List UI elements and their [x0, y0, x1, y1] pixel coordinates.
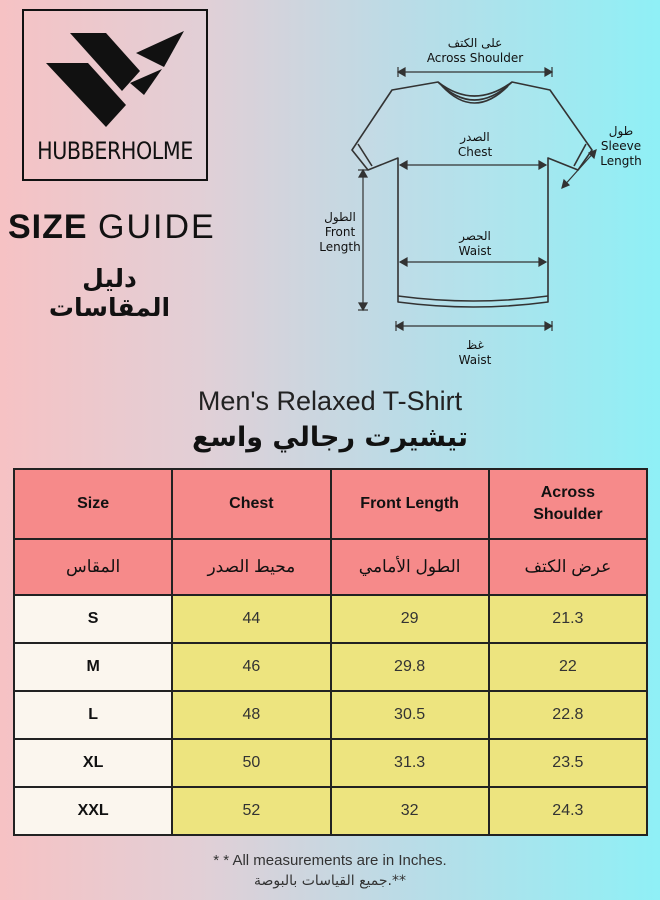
- front-length-cell: 30.5: [331, 691, 489, 739]
- sleeve-label-ar: طول: [608, 124, 634, 138]
- across-shoulder-cell: 24.3: [489, 787, 647, 835]
- size-guide-title: [8, 208, 216, 247]
- header-size-ar: المقاس: [14, 539, 172, 595]
- product-title-ar: تيشيرت رجالي واسع: [191, 422, 468, 453]
- bottom-waist-label-en: Waist: [458, 353, 492, 367]
- size-guide-title-ar: دليل المقاسات: [48, 264, 171, 322]
- waist-label-ar: الحصر: [459, 229, 491, 243]
- shoulder-label-ar: على الكتف: [447, 36, 503, 50]
- front-length-cell: 32: [331, 787, 489, 835]
- table-row: [14, 787, 647, 835]
- header-chest-ar: محيط الصدر: [172, 539, 330, 595]
- size-cell: XL: [14, 739, 172, 787]
- chest-cell: 46: [172, 643, 330, 691]
- front-length-cell: 29.8: [331, 643, 489, 691]
- table-row: [14, 643, 647, 691]
- chest-cell: 44: [172, 595, 330, 643]
- shoulder-label: [420, 36, 530, 66]
- front-length-label-en2: Length: [319, 240, 361, 254]
- chest-label-en: Chest: [457, 145, 493, 159]
- footnote-ar: جميع القياسات بالبوصة.**: [254, 873, 406, 889]
- brand-logo: [22, 9, 208, 181]
- table-header-row: [14, 469, 647, 539]
- table-header-row-ar: [14, 539, 647, 595]
- sleeve-label-en1: Sleeve: [600, 139, 642, 153]
- front-length-cell: 29: [331, 595, 489, 643]
- size-guide-light: GUIDE: [98, 208, 216, 246]
- bottom-waist-label-ar: غظ: [466, 338, 484, 352]
- header-front-length-ar: الطول الأمامي: [331, 539, 489, 595]
- sleeve-label: [596, 124, 646, 169]
- brand-name: HUBBERHOLME: [37, 137, 193, 165]
- size-cell: M: [14, 643, 172, 691]
- table-row: [14, 691, 647, 739]
- bottom-waist-label: [445, 338, 505, 368]
- waist-label-en: Waist: [458, 244, 492, 258]
- waist-label: [445, 229, 505, 259]
- size-cell: XXL: [14, 787, 172, 835]
- shoulder-label-en: Across Shoulder: [426, 51, 524, 65]
- size-cell: L: [14, 691, 172, 739]
- front-length-label: [310, 210, 370, 255]
- chest-cell: 48: [172, 691, 330, 739]
- across-shoulder-cell: 21.3: [489, 595, 647, 643]
- chest-label-ar: الصدر: [460, 130, 490, 144]
- footnote-en: * * All measurements are in Inches.: [213, 852, 447, 869]
- across-shoulder-cell: 22.8: [489, 691, 647, 739]
- across-shoulder-cell: 22: [489, 643, 647, 691]
- bird-logo-icon: [44, 23, 190, 133]
- tshirt-diagram: [300, 20, 660, 380]
- header-size: Size: [14, 469, 172, 539]
- header-front-length: Front Length: [331, 469, 489, 539]
- front-length-cell: 31.3: [331, 739, 489, 787]
- size-table: [13, 468, 648, 836]
- product-title: Men's Relaxed T-Shirt: [197, 386, 463, 416]
- sleeve-label-en2: Length: [600, 154, 642, 168]
- size-cell: S: [14, 595, 172, 643]
- table-row: [14, 595, 647, 643]
- header-across-shoulder: Across Shoulder: [489, 469, 647, 539]
- tshirt-outline-icon: [300, 20, 660, 380]
- chest-cell: 50: [172, 739, 330, 787]
- across-shoulder-cell: 23.5: [489, 739, 647, 787]
- chest-label: [445, 130, 505, 160]
- header-chest: Chest: [172, 469, 330, 539]
- front-length-label-ar: الطول: [324, 210, 356, 224]
- front-length-label-en1: Front: [324, 225, 356, 239]
- chest-cell: 52: [172, 787, 330, 835]
- size-guide-bold: SIZE: [8, 208, 88, 246]
- header-across-shoulder-ar: عرض الكتف: [489, 539, 647, 595]
- table-row: [14, 739, 647, 787]
